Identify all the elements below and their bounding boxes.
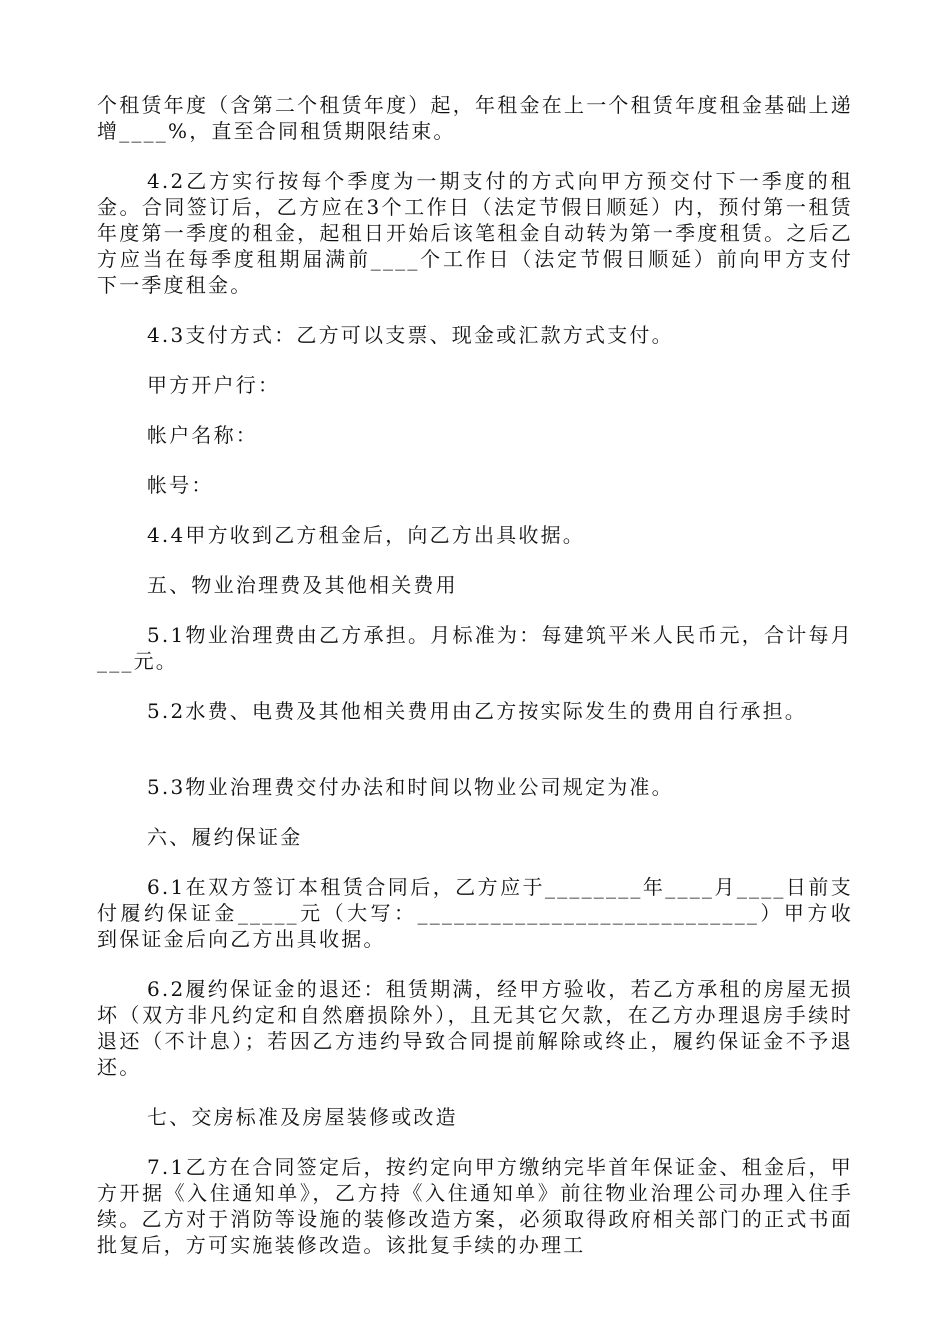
paragraph-6-1: 6.1在双方签订本租赁合同后，乙方应于________年____月____日前支付履约保证金_____元（大写：____________________________）甲方收到保证金后向乙方出具收据。 — [97, 875, 853, 951]
account-name-line: 帐户名称： — [147, 423, 258, 447]
paragraph-5-2: 5.2水费、电费及其他相关费用由乙方按实际发生的费用自行承担。 — [147, 699, 808, 723]
section-heading-7: 七、交房标准及房屋装修或改造 — [147, 1105, 458, 1129]
paragraph-rent-increase: 个租赁年度（含第二个租赁年度）起，年租金在上一个租赁年度租金基础上递增____%，直至合同租赁期限结束。 — [97, 93, 853, 143]
document-page — [97, 92, 853, 1258]
section-heading-5: 五、物业治理费及其他相关费用 — [147, 573, 458, 597]
paragraph-6-2: 6.2履约保证金的退还：租赁期满，经甲方验收，若乙方承租的房屋无损坏（双方非凡约定和自然磨损除外），且无其它欠款，在乙方办理退房手续时退还（不计息）；若因乙方违约导致合同提前解除或终止，履约保证金不予退还。 — [97, 977, 853, 1079]
paragraph-7-1: 7.1乙方在合同签定后，按约定向甲方缴纳完毕首年保证金、租金后，甲方开据《入住通知单》，乙方持《入住通知单》前往物业治理公司办理入住手续。乙方对于消防等设施的装修改造方案，必须取得政府相关部门的正式书面批复后，方可实施装修改造。该批复手续的办理工 — [97, 1155, 853, 1257]
section-heading-6: 六、履约保证金 — [147, 825, 303, 849]
paragraph-4-2: 4.2乙方实行按每个季度为一期支付的方式向甲方预交付下一季度的租金。合同签订后，乙方应在3个工作日（法定节假日顺延）内，预付第一租赁年度第一季度的租金，起租日开始后该笔租金自动转为第一季度租赁。之后乙方应当在每季度租期届满前____个工作日（法定节假日顺延）前向甲方支付下一季度租金。 — [97, 169, 853, 297]
paragraph-4-4: 4.4甲方收到乙方租金后，向乙方出具收据。 — [147, 523, 586, 547]
account-number-line: 帐号： — [147, 473, 214, 497]
paragraph-5-3: 5.3物业治理费交付办法和时间以物业公司规定为准。 — [147, 775, 674, 799]
paragraph-4-3: 4.3支付方式：乙方可以支票、现金或汇款方式支付。 — [147, 323, 674, 347]
bank-name-line: 甲方开户行： — [147, 373, 281, 397]
paragraph-5-1: 5.1物业治理费由乙方承担。月标准为：每建筑平米人民币元，合计每月___元。 — [97, 623, 853, 673]
